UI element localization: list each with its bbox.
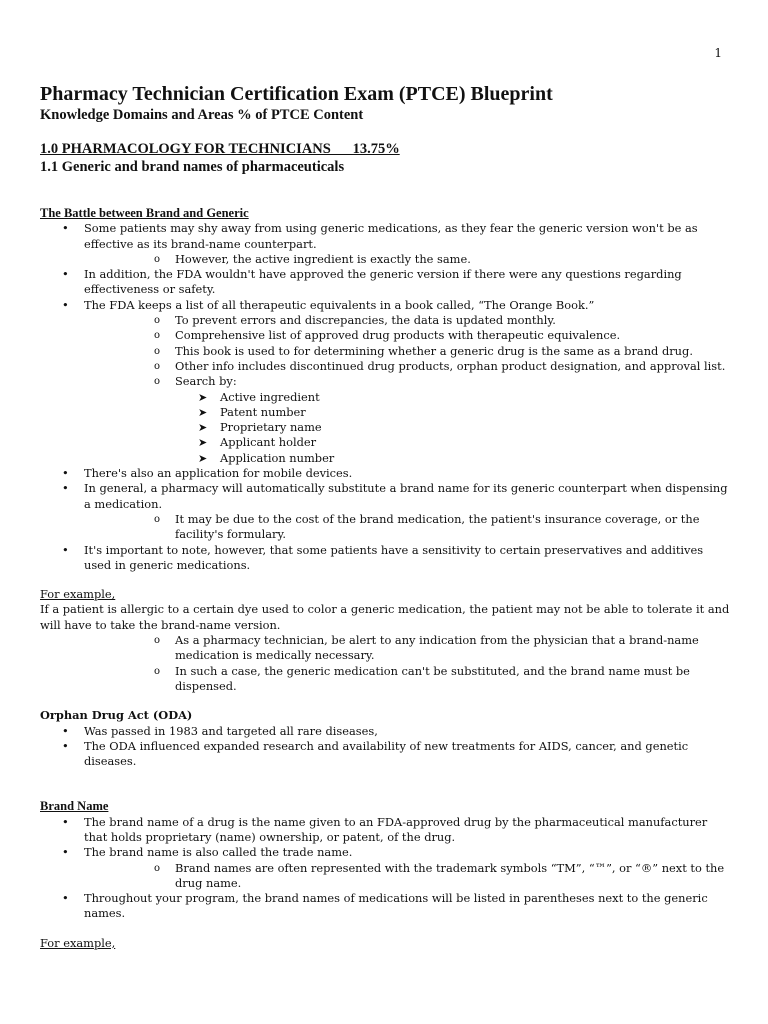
- arrow-bullet-icon: ➤: [198, 421, 208, 435]
- bullet-icon: •: [62, 738, 69, 753]
- bullet-icon: •: [62, 891, 69, 906]
- example-list: [40, 633, 730, 694]
- brand-heading: Brand Name: [40, 799, 109, 814]
- list-item: ➤ Applicant holder: [198, 435, 317, 450]
- example-section: [40, 587, 730, 694]
- subsection-heading: 1.1 Generic and brand names of pharmaceuticals: [40, 159, 345, 175]
- battle-list: [40, 221, 730, 573]
- page-number: 1: [714, 46, 722, 60]
- list-item: • The brand name of a drug is the name given to an FDA-approved drug by the pharmaceutical manufacturer that holds proprietary (name) ownership, or patent, of the drug.: [62, 814, 708, 844]
- list-item: • The brand name is also called the trade name.: [62, 845, 353, 860]
- list-item: o As a pharmacy technician, be alert to any indication from the physician that a brand-name medication is medically necessary.: [154, 633, 699, 663]
- circle-bullet-icon: o: [154, 315, 161, 327]
- section-heading: 1.0 PHARMACOLOGY FOR TECHNICIANS 13.75%: [40, 141, 400, 157]
- circle-bullet-icon: o: [154, 330, 161, 342]
- example-text: If a patient is allergic to a certain dye used to color a generic medication, the patient may not be able to tolerate it and will have to take the brand-name version.: [40, 602, 730, 632]
- page-subtitle: Knowledge Domains and Areas % of PTCE Content: [40, 107, 364, 123]
- circle-bullet-icon: o: [154, 513, 161, 525]
- list-item: o Search by:: [154, 374, 237, 389]
- example-label: For example,: [40, 587, 116, 602]
- circle-bullet-icon: o: [154, 665, 161, 677]
- arrow-bullet-icon: ➤: [198, 436, 208, 450]
- bullet-icon: •: [62, 814, 69, 829]
- list-item: o Other info includes discontinued drug products, orphan product designation, and approval list.: [154, 358, 726, 373]
- list-item: • Was passed in 1983 and targeted all rare diseases,: [62, 723, 378, 738]
- bullet-icon: •: [62, 267, 69, 282]
- list-item: • Throughout your program, the brand names of medications will be listed in parentheses next to the generic names.: [62, 891, 708, 921]
- list-item: • It's important to note, however, that some patients have a sensitivity to certain preservatives and additives used in generic medications.: [62, 542, 704, 572]
- list-item: ➤ Proprietary name: [198, 420, 322, 435]
- circle-bullet-icon: o: [154, 253, 161, 265]
- list-item: • In addition, the FDA wouldn't have approved the generic version if there were any questions regarding effectiveness or safety.: [62, 267, 682, 297]
- circle-bullet-icon: o: [154, 345, 161, 357]
- bullet-icon: •: [62, 481, 69, 496]
- list-item: o It may be due to the cost of the brand medication, the patient's insurance coverage, or the facility's formulary.: [154, 511, 700, 542]
- circle-bullet-icon: o: [154, 635, 161, 647]
- list-item: o Brand names are often represented with the trademark symbols “TM”, “™”, or “®” next to the drug name.: [154, 860, 725, 890]
- arrow-bullet-icon: ➤: [198, 451, 208, 465]
- arrow-bullet-icon: ➤: [198, 390, 208, 404]
- bullet-icon: •: [62, 845, 69, 860]
- bullet-icon: •: [62, 723, 69, 738]
- example-label: For example,: [40, 935, 116, 950]
- brand-name-section: [40, 799, 730, 921]
- list-item: o To prevent errors and discrepancies, the data is updated monthly.: [154, 313, 556, 328]
- oda-list: [40, 724, 730, 770]
- list-item: ➤ Application number: [198, 450, 335, 465]
- circle-bullet-icon: o: [154, 376, 161, 388]
- oda-heading: Orphan Drug Act (ODA): [40, 708, 193, 723]
- list-item: ➤ Active ingredient: [198, 389, 320, 404]
- circle-bullet-icon: o: [154, 360, 161, 372]
- battle-section: [40, 206, 730, 573]
- circle-bullet-icon: o: [154, 862, 161, 874]
- list-item: o However, the active ingredient is exactly the same.: [154, 251, 471, 266]
- list-item: • In general, a pharmacy will automatically substitute a brand name for its generic counterpart when dispensing a medication.: [62, 481, 728, 511]
- list-item: • Some patients may shy away from using generic medications, as they fear the generic version won't be as effective as its brand-name counterpart.: [62, 221, 698, 251]
- bullet-icon: •: [62, 221, 69, 236]
- bullet-icon: •: [62, 542, 69, 557]
- list-item: o This book is used to for determining whether a generic drug is the same as a brand drug.: [154, 343, 693, 358]
- document-body: [40, 82, 730, 951]
- list-item: o In such a case, the generic medication can't be substituted, and the brand name must be dispensed.: [154, 663, 690, 693]
- list-item: ➤ Patent number: [198, 404, 306, 419]
- arrow-bullet-icon: ➤: [198, 405, 208, 419]
- example-section-2: [40, 936, 730, 951]
- list-item: • The ODA influenced expanded research and availability of new treatments for AIDS, cancer, and genetic diseases.: [62, 738, 689, 769]
- bullet-icon: •: [62, 466, 69, 481]
- list-item: o Comprehensive list of approved drug products with therapeutic equivalence.: [154, 328, 621, 343]
- brand-list: [40, 815, 730, 922]
- list-item: • There's also an application for mobile devices.: [62, 466, 353, 481]
- list-item: • The FDA keeps a list of all therapeutic equivalents in a book called, “The Orange Book.”: [62, 297, 595, 312]
- bullet-icon: •: [62, 297, 69, 312]
- page-title: Pharmacy Technician Certification Exam (PTCE) Blueprint: [40, 83, 553, 105]
- oda-section: [40, 708, 730, 769]
- battle-heading: The Battle between Brand and Generic: [40, 206, 249, 220]
